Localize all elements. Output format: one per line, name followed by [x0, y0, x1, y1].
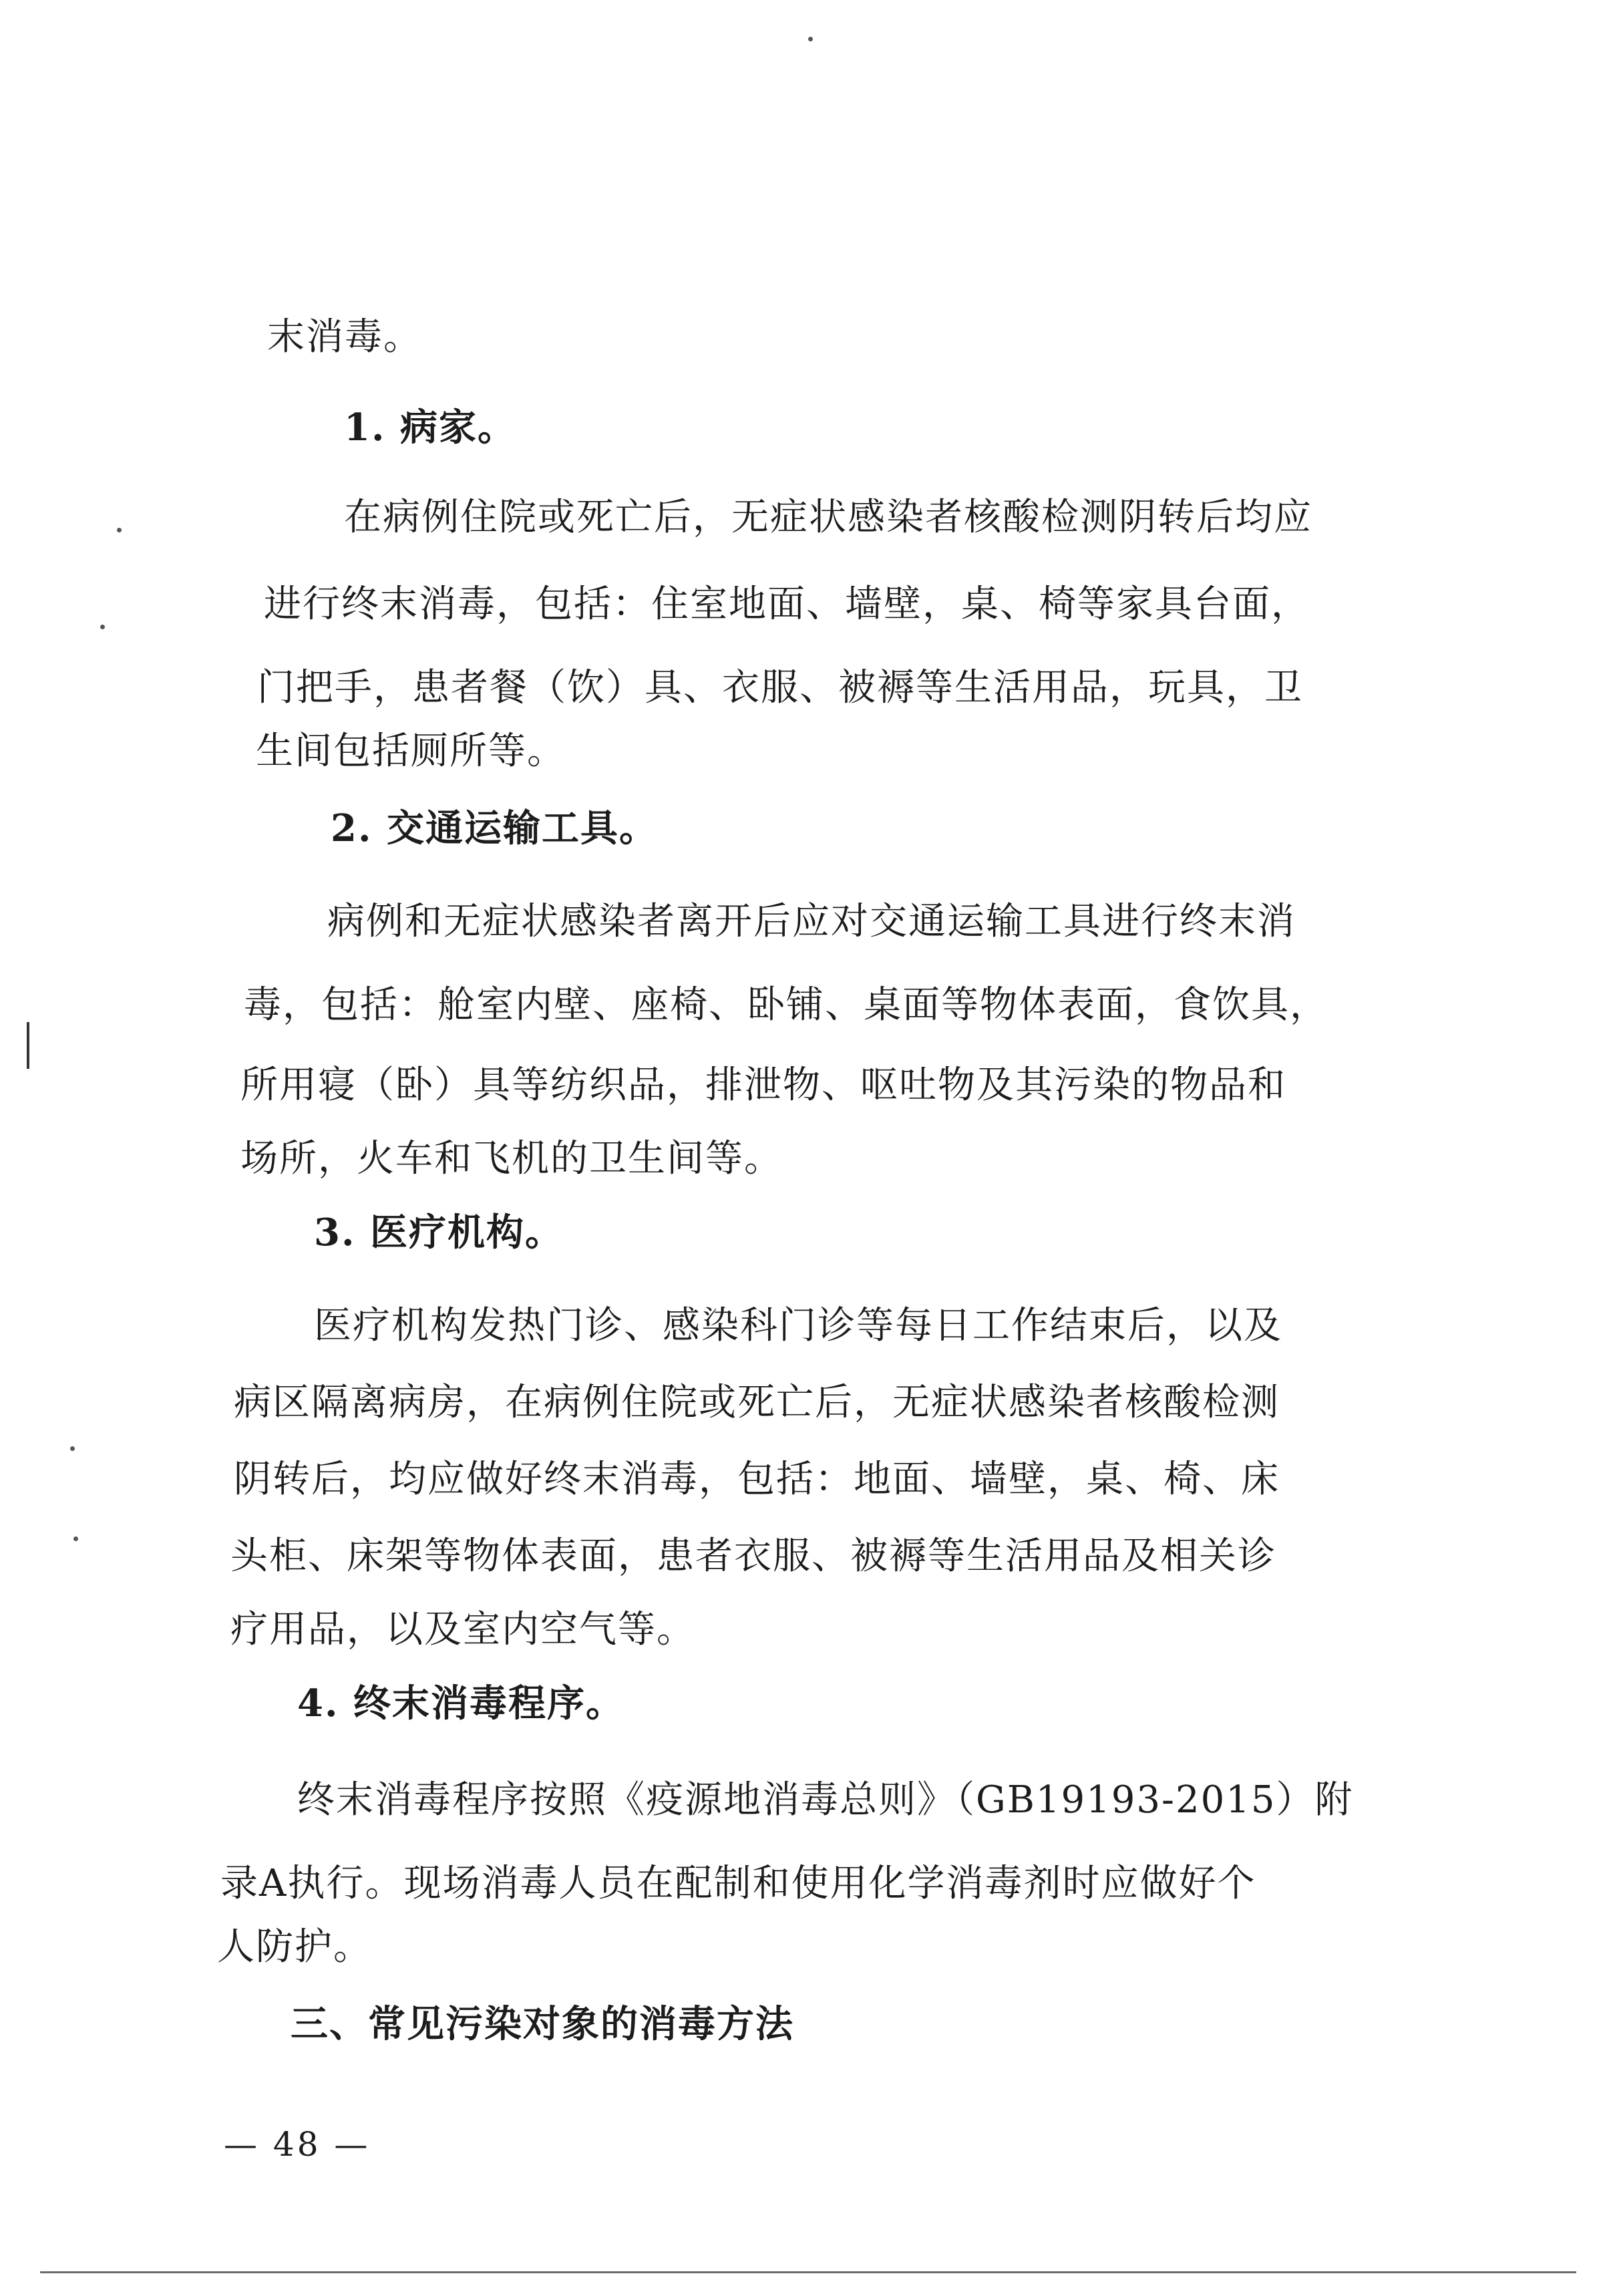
scan-edge-mark — [27, 1022, 29, 1069]
text-line: 录A执行。现场消毒人员在配制和使用化学消毒剂时应做好个 — [220, 1862, 1256, 1905]
scan-bottom-rule — [40, 2271, 1576, 2273]
text-line: 头柜、床架等物体表面，患者衣服、被褥等生活用品及相关诊 — [230, 1534, 1276, 1578]
text-line: 所用寝（卧）具等纺织品，排泄物、呕吐物及其污染的物品和 — [240, 1063, 1286, 1107]
text-line: 人防护。 — [217, 1925, 372, 1969]
text-line: 病区隔离病房，在病例住院或死亡后，无症状感染者核酸检测 — [234, 1381, 1280, 1424]
text-line: 疗用品，以及室内空气等。 — [230, 1608, 695, 1651]
scan-speck — [100, 625, 105, 629]
text-line: 医疗机构发热门诊、感染科门诊等每日工作结束后，以及 — [314, 1304, 1282, 1347]
scan-speck — [808, 37, 813, 41]
text-line: 阴转后，均应做好终末消毒，包括：地面、墙壁，桌、椅、床 — [234, 1458, 1280, 1501]
heading-medical-institutions: 3. 医疗机构。 — [314, 1210, 564, 1255]
scan-speck — [117, 528, 122, 532]
text-line: 在病例住院或死亡后，无症状感染者核酸检测阴转后均应 — [344, 496, 1312, 539]
text-line: 病例和无症状感染者离开后应对交通运输工具进行终末消 — [327, 900, 1296, 943]
scan-speck — [73, 1536, 78, 1541]
scan-speck — [70, 1446, 75, 1451]
text-line: 门把手，患者餐（饮）具、衣服、被褥等生活用品，玩具，卫 — [257, 666, 1303, 709]
heading-sick-household: 1. 病家。 — [344, 405, 516, 450]
text-line: 末消毒。 — [267, 315, 422, 359]
page-number: — 48 — — [224, 2125, 371, 2164]
text-line: 终末消毒程序按照《疫源地消毒总则》（GB19193-2015）附 — [297, 1778, 1354, 1822]
section-title-common-contaminated-objects: 三、常见污染对象的消毒方法 — [291, 2002, 794, 2046]
text-line: 毒，包括：舱室内壁、座椅、卧铺、桌面等物体表面，食饮具， — [244, 983, 1328, 1027]
text-line: 进行终末消毒，包括：住室地面、墙壁，桌、椅等家具台面， — [264, 583, 1310, 626]
text-line: 生间包括厕所等。 — [256, 729, 566, 773]
heading-terminal-disinfection-procedure: 4. 终末消毒程序。 — [297, 1681, 624, 1726]
heading-transport: 2. 交通运输工具。 — [331, 806, 658, 850]
text-line: 场所，火车和飞机的卫生间等。 — [240, 1137, 783, 1180]
